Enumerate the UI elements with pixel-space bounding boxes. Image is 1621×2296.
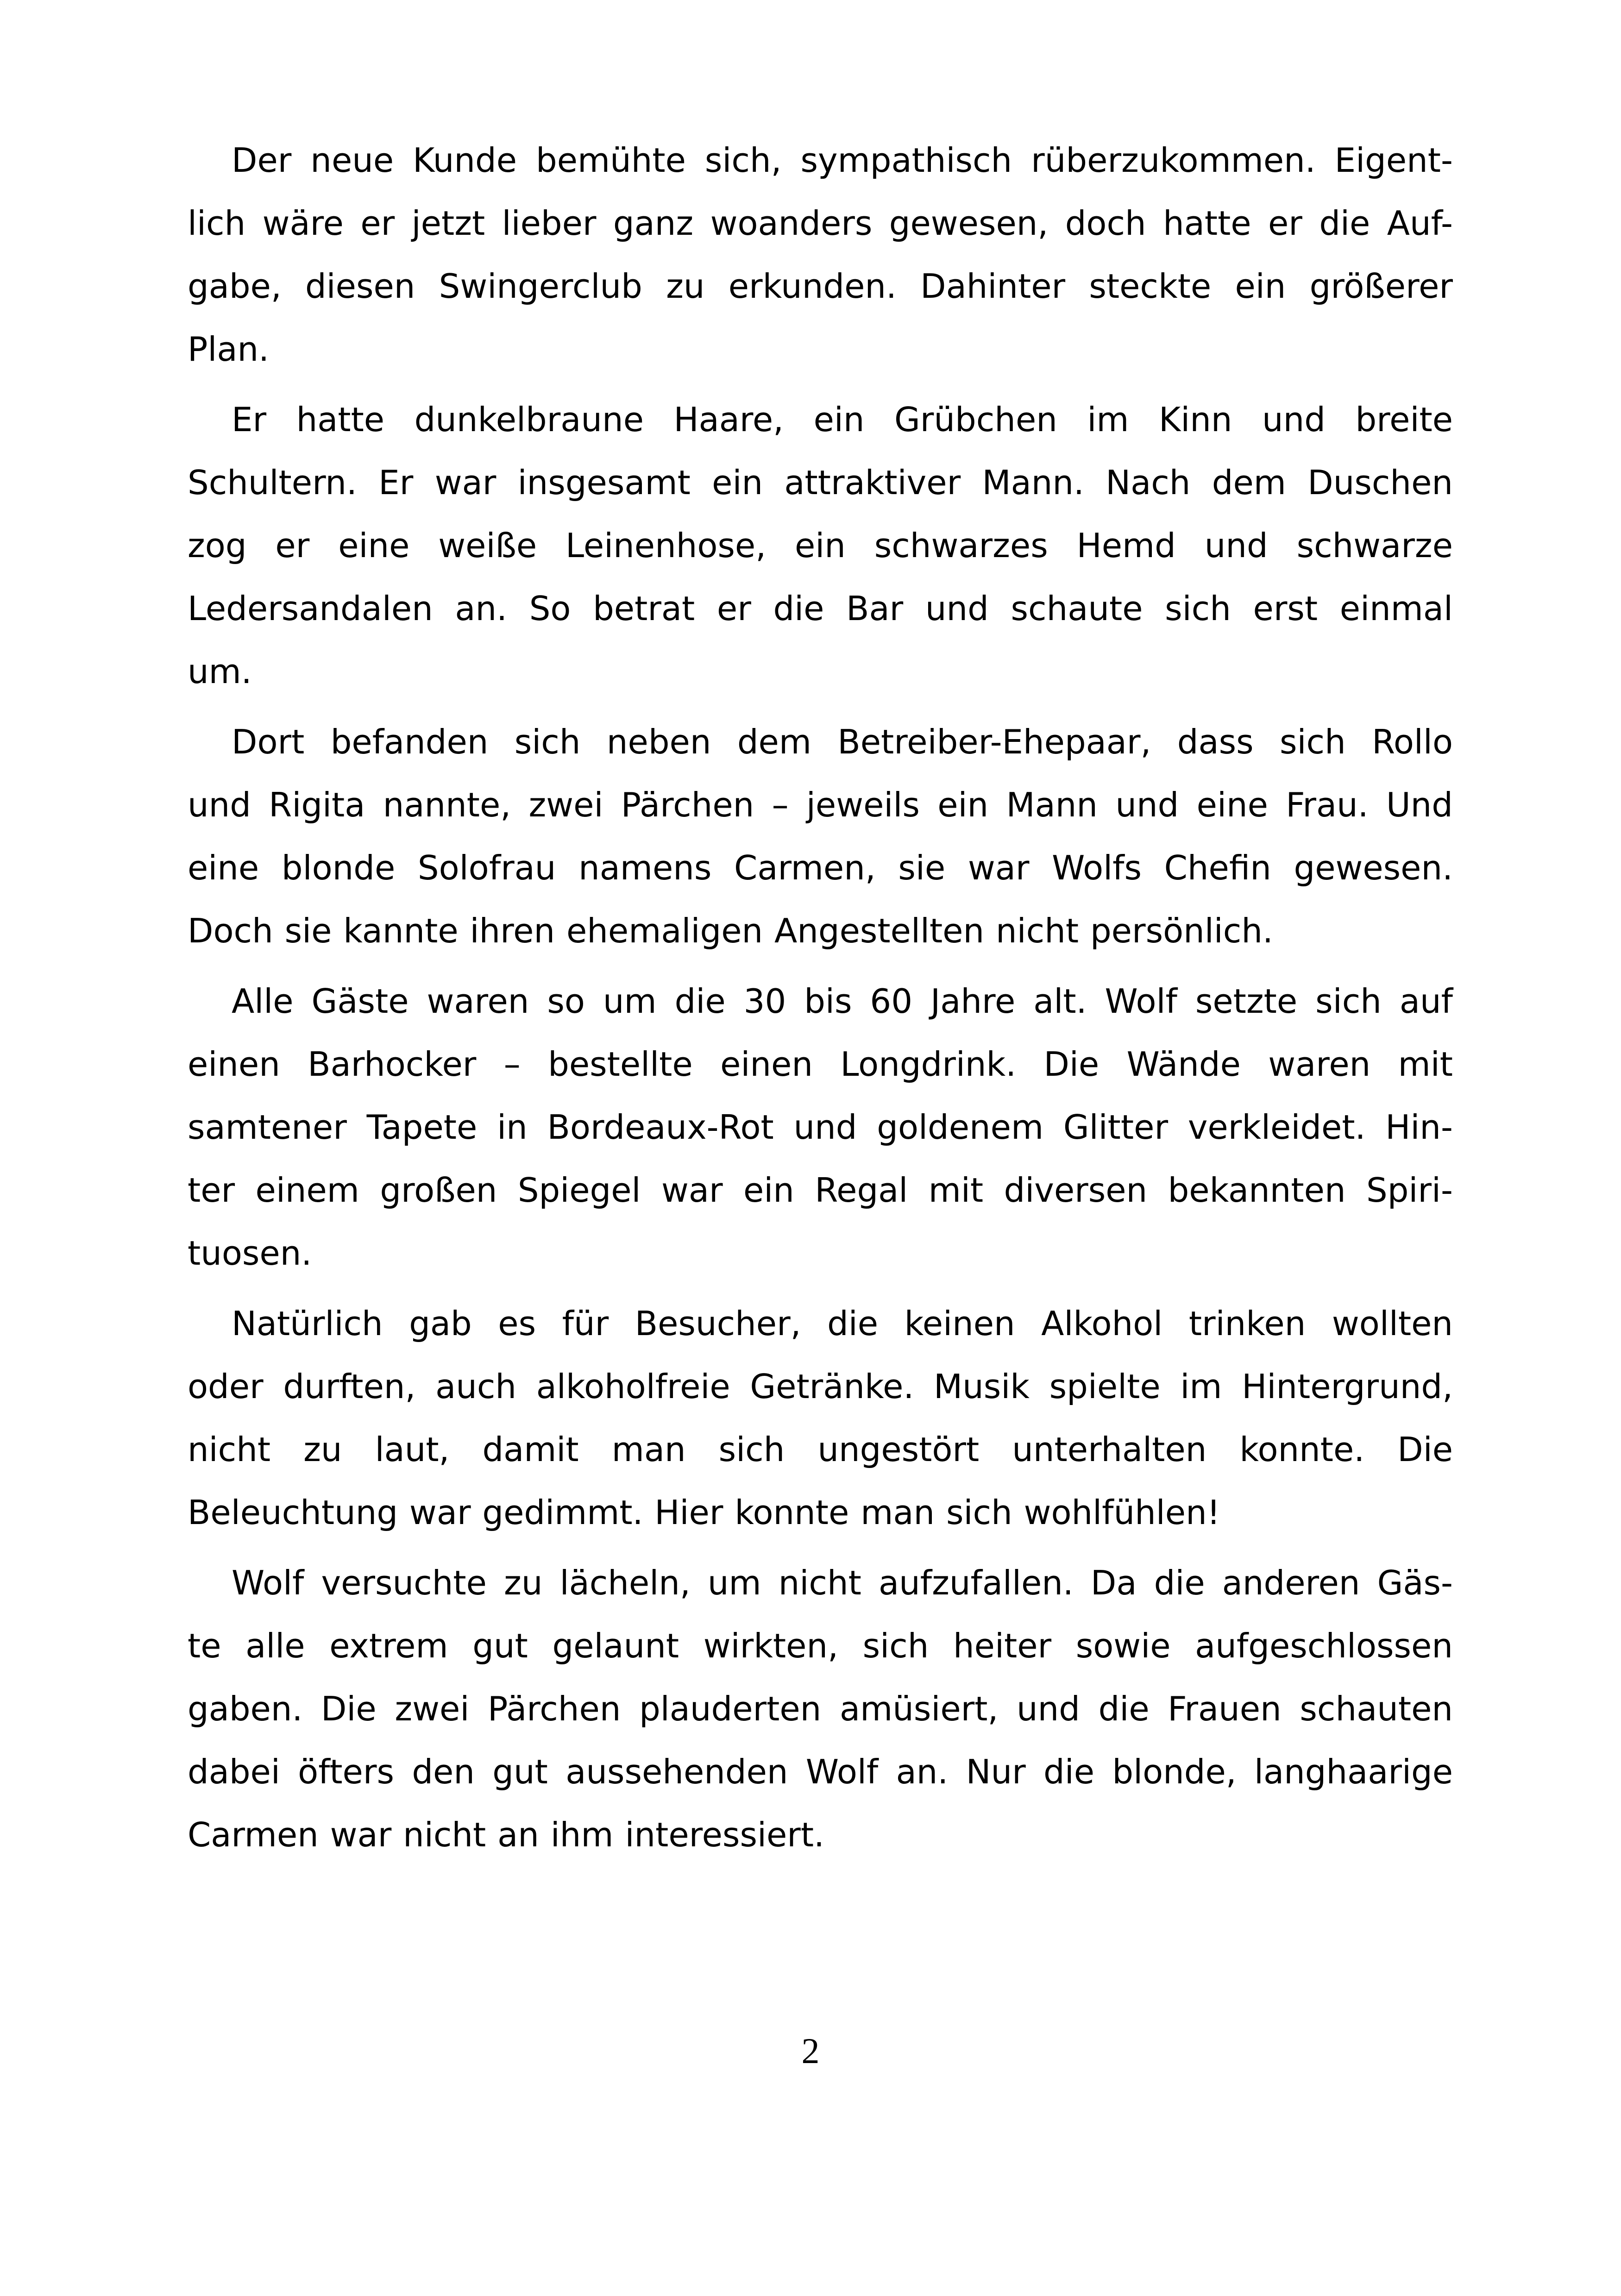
text-line: Carmen war nicht an ihm interessiert. <box>188 1815 824 1854</box>
text-line: eine blonde Solofrau namens Carmen, sie war Wolfs Chefin gewesen. <box>188 848 1453 887</box>
text-line: Beleuchtung war gedimmt. Hier konnte man sich wohlfühlen! <box>188 1493 1220 1532</box>
text-line: um. <box>188 652 252 691</box>
text-line: Der neue Kunde bemühte sich, sympathisch rüberzukommen. Eigent- <box>232 141 1453 180</box>
text-line: Schultern. Er war insgesamt ein attraktiver Mann. Nach dem Duschen <box>188 463 1453 502</box>
text-line: Er hatte dunkelbraune Haare, ein Grübchen im Kinn und breite <box>232 400 1453 439</box>
text-line: einen Barhocker – bestellte einen Longdrink. Die Wände waren mit <box>188 1045 1453 1084</box>
text-line: tuosen. <box>188 1234 312 1273</box>
text-block <box>188 129 1453 1874</box>
text-line: Plan. <box>188 330 270 369</box>
text-line: Natürlich gab es für Besucher, die keinen Alkohol trinken wollten <box>232 1304 1453 1343</box>
text-line: samtener Tapete in Bordeaux-Rot und goldenem Glitter verkleidet. Hin- <box>188 1108 1453 1147</box>
text-line: zog er eine weiße Leinenhose, ein schwarzes Hemd und schwarze <box>188 526 1453 565</box>
text-line: te alle extrem gut gelaunt wirkten, sich heiter sowie aufgeschlossen <box>188 1626 1453 1665</box>
text-line: Ledersandalen an. So betrat er die Bar und schaute sich erst einmal <box>188 589 1453 628</box>
text-line: Wolf versuchte zu lächeln, um nicht aufzufallen. Da die anderen Gäs- <box>232 1563 1453 1602</box>
text-line: und Rigita nannte, zwei Pärchen – jeweils ein Mann und eine Frau. Und <box>188 785 1453 824</box>
text-line: ter einem großen Spiegel war ein Regal mit diversen bekannten Spiri- <box>188 1171 1453 1210</box>
text-line: dabei öfters den gut aussehenden Wolf an. Nur die blonde, langhaarige <box>188 1752 1453 1791</box>
text-line: nicht zu laut, damit man sich ungestört unterhalten konnte. Die <box>188 1430 1453 1469</box>
text-line: Doch sie kannte ihren ehemaligen Angestellten nicht persönlich. <box>188 911 1273 950</box>
text-line: Alle Gäste waren so um die 30 bis 60 Jahre alt. Wolf setzte sich auf <box>232 982 1453 1021</box>
text-line: gaben. Die zwei Pärchen plauderten amüsiert, und die Frauen schauten <box>188 1689 1453 1728</box>
page-number: 2 <box>801 2031 820 2071</box>
text-line: Dort befanden sich neben dem Betreiber-Ehepaar, dass sich Rollo <box>232 722 1453 761</box>
text-line: oder durften, auch alkoholfreie Getränke. Musik spielte im Hintergrund, <box>188 1367 1453 1406</box>
text-line: gabe, diesen Swingerclub zu erkunden. Dahinter steckte ein größerer <box>188 267 1453 306</box>
text-line: lich wäre er jetzt lieber ganz woanders gewesen, doch hatte er die Auf- <box>188 204 1453 243</box>
